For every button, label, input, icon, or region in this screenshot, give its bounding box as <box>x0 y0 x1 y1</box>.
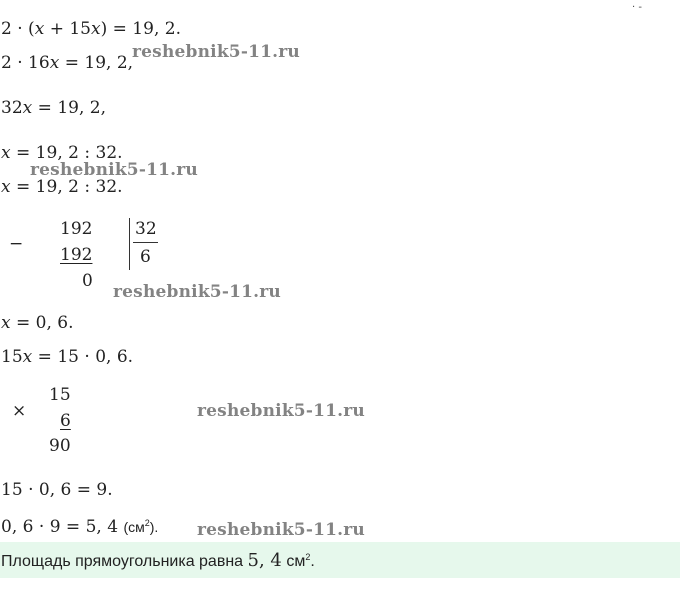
equation-line-8: 15 · 0, 6 = 9. <box>1 480 113 500</box>
division-subtrahend: 192 <box>60 245 93 265</box>
equation-line-2: 2 · 16x = 19, 2, <box>1 53 134 73</box>
unit-text: (см <box>123 519 145 535</box>
corner-mark: · - <box>632 2 642 13</box>
equation-line-3: 32x = 19, 2, <box>1 98 107 118</box>
answer-unit: см <box>286 553 306 570</box>
unit-exponent: 2 <box>144 518 150 528</box>
answer-unit-exponent: 2 <box>305 552 311 562</box>
answer-end: . <box>310 553 315 570</box>
watermark-5: reshebnik5-11.ru <box>197 520 365 540</box>
multiplication-factor-2: 6 <box>60 411 71 431</box>
watermark-4: reshebnik5-11.ru <box>197 401 365 421</box>
division-horizontal-rule <box>133 242 158 243</box>
equation-line-9-unit <box>123 519 158 535</box>
equation-line-9 <box>1 512 158 538</box>
equation-line-9-math: 0, 6 · 9 = 5, 4 <box>1 517 119 537</box>
equation-line-4: x = 19, 2 : 32. <box>1 143 123 163</box>
watermark-1: reshebnik5-11.ru <box>132 42 300 62</box>
division-quotient: 6 <box>140 247 151 267</box>
answer-label: Площадь прямоугольника равна <box>1 553 244 570</box>
answer-text <box>1 550 315 571</box>
division-dividend: 192 <box>60 219 93 239</box>
division-vertical-rule <box>129 218 130 270</box>
equation-line-6: x = 0, 6. <box>1 313 74 333</box>
equation-line-1: 2 · (x + 15x) = 19, 2. <box>1 19 181 39</box>
multiplication-factor-1: 15 <box>49 385 71 405</box>
watermark-2: reshebnik5-11.ru <box>30 160 198 180</box>
division-divisor: 32 <box>135 219 157 239</box>
answer-box <box>0 542 680 578</box>
multiplication-sign: × <box>12 401 27 421</box>
division-minus-sign: − <box>9 234 24 254</box>
equation-line-7: 15x = 15 · 0, 6. <box>1 347 134 367</box>
division-remainder: 0 <box>82 271 93 291</box>
equation-line-5: x = 19, 2 : 32. <box>1 177 123 197</box>
multiplication-product: 90 <box>49 436 71 456</box>
watermark-3: reshebnik5-11.ru <box>113 282 281 302</box>
answer-value: 5, 4 <box>247 550 282 571</box>
unit-close: ). <box>149 519 159 535</box>
